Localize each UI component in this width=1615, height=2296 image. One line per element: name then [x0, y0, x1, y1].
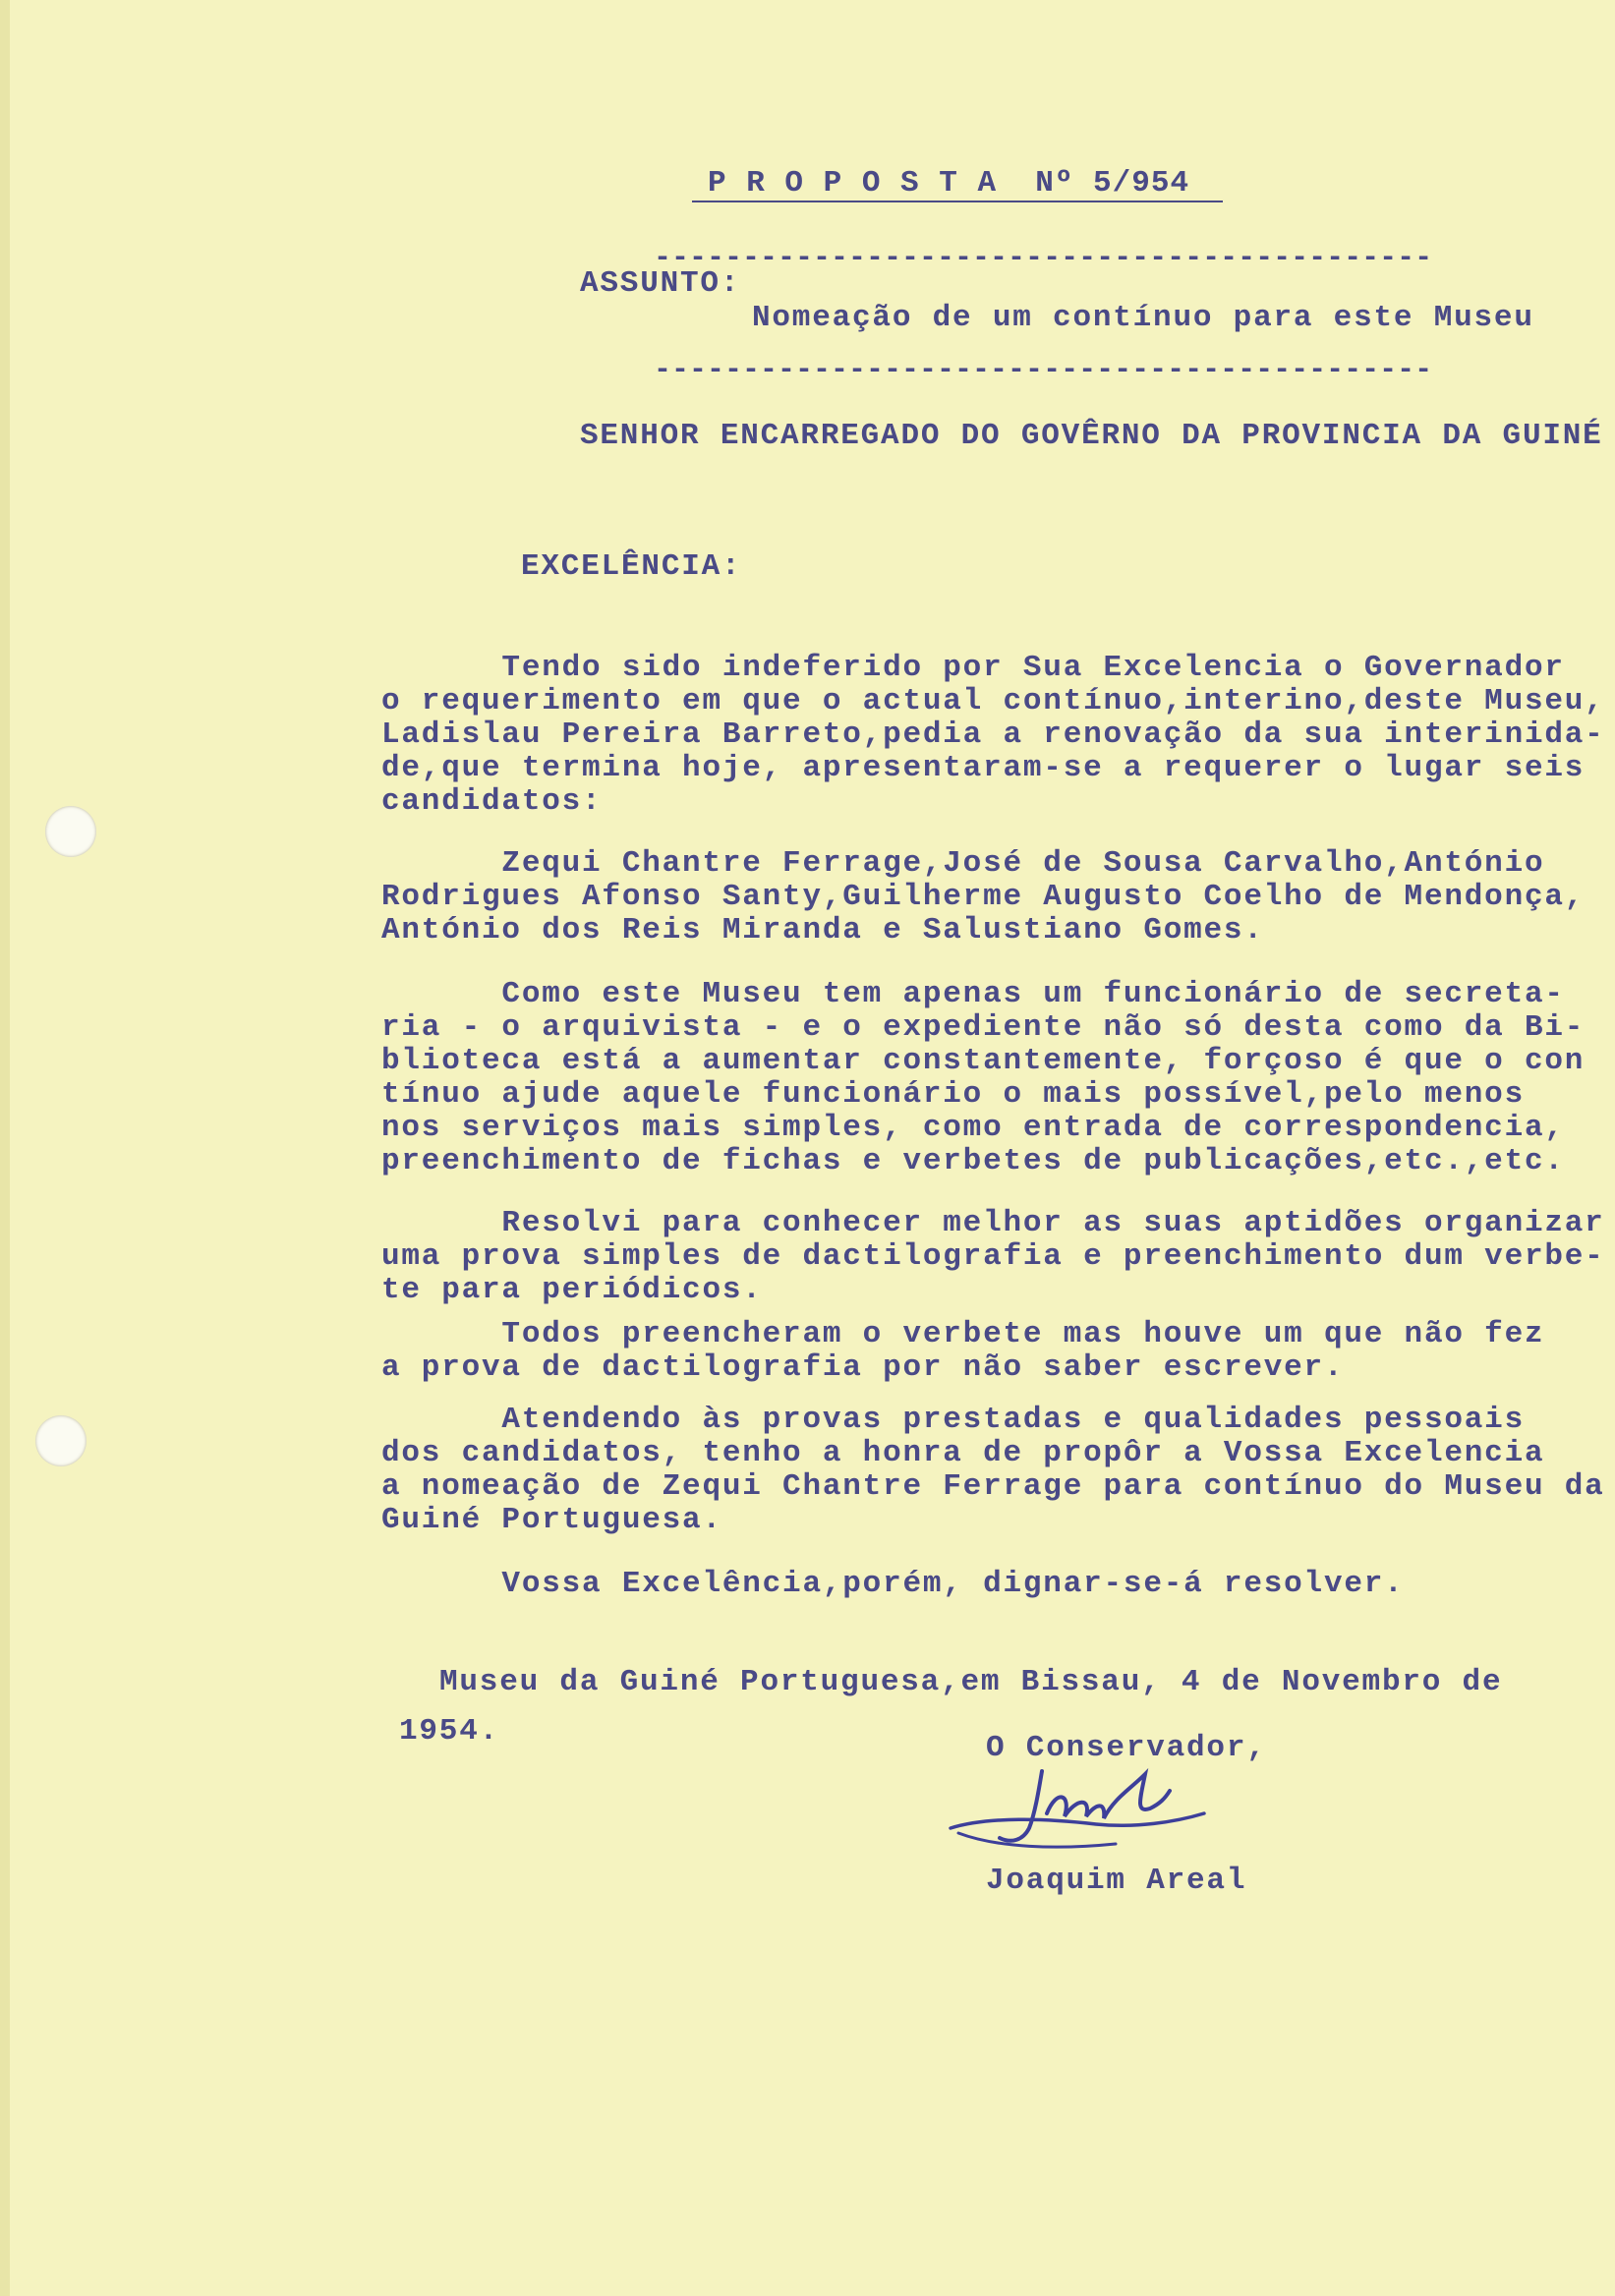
text-line: dos candidatos, tenho a honra de propôr a Vossa Excelencia	[381, 1436, 1545, 1470]
handwritten-signature	[949, 1759, 1234, 1867]
text-line: Ladislau Pereira Barreto,pedia a renovação da sua interinida-	[381, 718, 1605, 752]
punch-hole	[35, 1415, 87, 1466]
separator-rule-top: --------------------------------------------	[654, 242, 1433, 271]
addressee: SENHOR ENCARREGADO DO GOVÊRNO DA PROVINCIA DA GUINÉ	[580, 419, 1603, 453]
signatory-role: O Conservador,	[986, 1731, 1267, 1765]
text-line: Vossa Excelência,porém, dignar-se-á resolver.	[381, 1567, 1405, 1601]
punch-hole	[45, 806, 96, 857]
text-line: candidatos:	[381, 784, 603, 819]
text-line: de,que termina hoje, apresentaram-se a requerer o lugar seis	[381, 751, 1586, 785]
signatory-name: Joaquim Areal	[986, 1864, 1247, 1898]
text-line: a nomeação de Zequi Chantre Ferrage para contínuo do Museu da	[381, 1469, 1605, 1504]
subject-text: Nomeação de um contínuo para este Museu	[752, 301, 1534, 335]
paper-edge	[0, 0, 10, 2296]
text-line: te para periódicos.	[381, 1273, 763, 1307]
text-line: uma prova simples de dactilografia e preenchimento dum verbe-	[381, 1239, 1605, 1274]
text-line: tínuo ajude aquele funcionário o mais possível,pelo menos	[381, 1077, 1525, 1112]
text-line: Resolvi para conhecer melhor as suas aptidões organizar	[381, 1206, 1605, 1240]
text-line: nos serviços mais simples, como entrada de correspondencia,	[381, 1111, 1565, 1145]
text-line: Guiné Portuguesa.	[381, 1503, 722, 1537]
text-line: o requerimento em que o actual contínuo,interino,deste Museu,	[381, 684, 1605, 718]
text-line: ria - o arquivista - e o expediente não só desta como da Bi-	[381, 1010, 1586, 1045]
subject-label: ASSUNTO:	[580, 266, 741, 301]
salutation: EXCELÊNCIA:	[521, 549, 742, 584]
year-line: 1954.	[399, 1714, 500, 1749]
text-line: blioteca está a aumentar constantemente, forçoso é que o con	[381, 1044, 1586, 1078]
text-line: António dos Reis Miranda e Salustiano Gomes.	[381, 913, 1264, 947]
text-line: preenchimento de fichas e verbetes de publicações,etc.,etc.	[381, 1144, 1565, 1178]
text-line: Como este Museu tem apenas um funcionário de secreta-	[381, 977, 1565, 1011]
separator-rule-bottom: --------------------------------------------	[654, 354, 1433, 383]
text-line: a prova de dactilografia por não saber escrever.	[381, 1350, 1345, 1385]
text-line: Tendo sido indeferido por Sua Excelencia o Governador	[381, 651, 1565, 685]
document-title: P R O P O S T A Nº 5/954	[708, 166, 1190, 201]
title-underline	[692, 201, 1223, 202]
text-line: Todos preencheram o verbete mas houve um que não fez	[381, 1317, 1545, 1351]
place-date-line: Museu da Guiné Portuguesa,em Bissau, 4 de Novembro de	[439, 1665, 1503, 1699]
text-line: Atendendo às provas prestadas e qualidades pessoais	[381, 1403, 1525, 1437]
text-line: Zequi Chantre Ferrage,José de Sousa Carvalho,António	[381, 846, 1545, 881]
text-line: Rodrigues Afonso Santy,Guilherme Augusto Coelho de Mendonça,	[381, 880, 1586, 914]
